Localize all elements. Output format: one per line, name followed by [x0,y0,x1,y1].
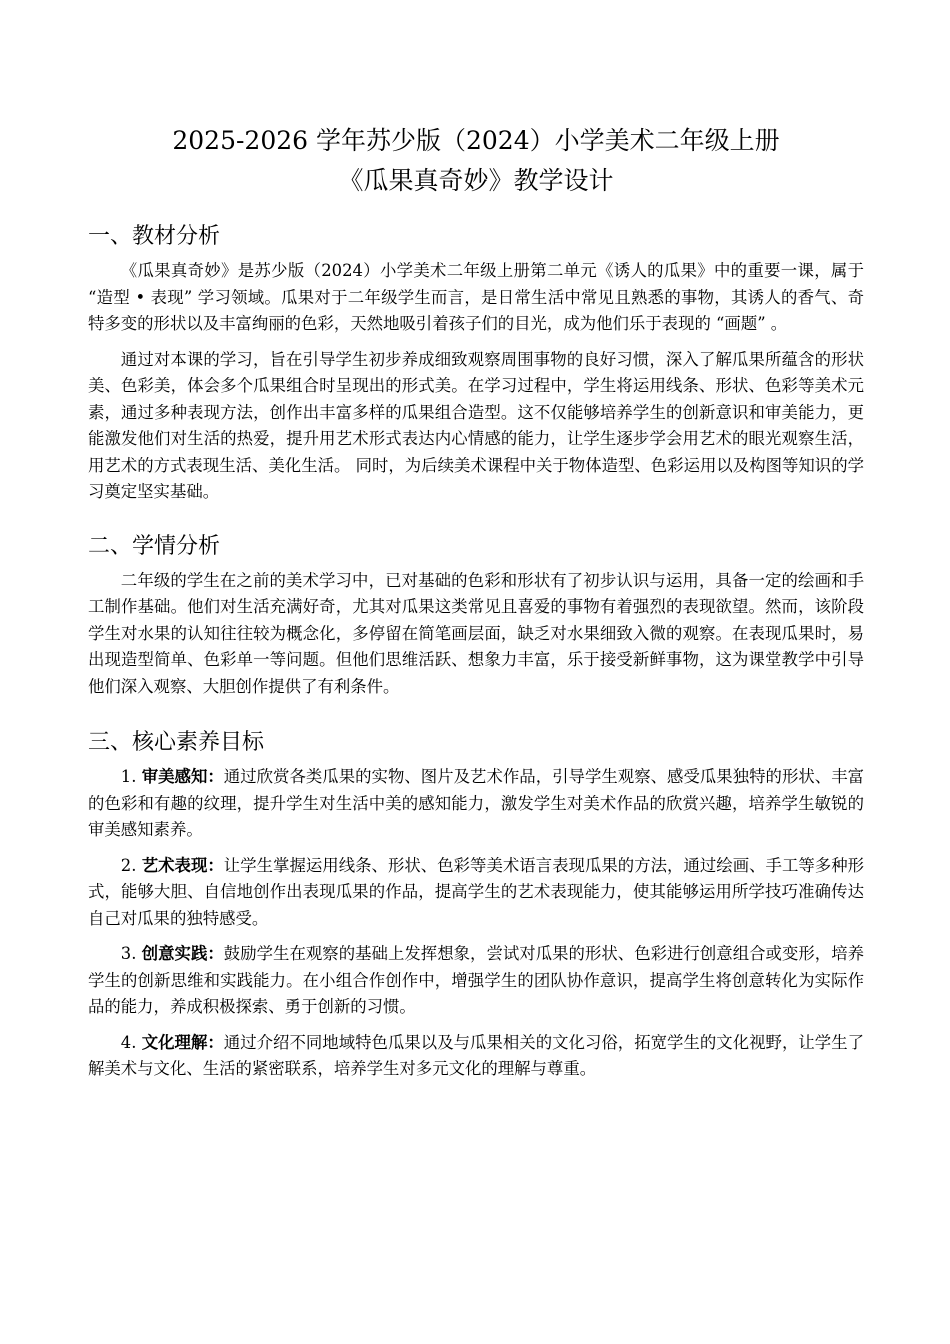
goal-label: 审美感知： [141,767,224,786]
goal-number: 1. [120,767,137,786]
goal-number: 4. [120,1032,137,1052]
goal-label: 艺术表现： [141,855,224,875]
section-body-core-goals [88,764,864,1083]
goal-label: 创意实践： [141,944,224,963]
goal-text: 通过介绍不同地域特色瓜果以及与瓜果相关的文化习俗，拓宽学生的文化视野，让学生了解美术与文化、生活的紧密联系，培养学生对多元文化的理解与尊重。 [88,1032,865,1078]
goal-item [88,764,864,844]
paragraph: 二年级的学生在之前的美术学习中，已对基础的色彩和形状有了初步认识与运用，具备一定的绘画和手工制作基础。他们对生活充满好奇，尤其对瓜果这类常见且喜爱的事物有着强烈的表现欲望。然而，该阶段学生对水果的认知往往较为概念化，多停留在简笔画层面，缺乏对水果细致入微的观察。在表现瓜果时，易出现造型简单、色彩单一等问题。但他们思维活跃、想象力丰富，乐于接受新鲜事物，这为课堂教学中引导他们深入观察、大胆创作提供了有利条件。 [88,570,864,696]
document-title [88,124,864,198]
paragraph: 通过对本课的学习，旨在引导学生初步养成细致观察周围事物的良好习惯，深入了解瓜果所蕴含的形状美、色彩美，体会多个瓜果组合时呈现出的形式美。在学习过程中，学生将运用线条、形状、色彩等美术元素，通过多种表现方法，创作出丰富多样的瓜果组合造型。这不仅能够培养学生的创新意识和审美能力，更能激发他们对生活的热爱，提升用艺术形式表达内心情感的能力，让学生逐步学会用艺术的眼光观察生活，用艺术的方式表现生活、美化生活。 同时，为后续美术课程中关于物体造型、色彩运用以及构图等知识的学习奠定坚实基础。 [88,349,864,501]
title-line-1: 2025-2026 学年苏少版（2024）小学美术二年级上册 [172,126,780,155]
title-line-2: 《瓜果真奇妙》教学设计 [338,166,614,195]
paragraph: 《瓜果真奇妙》是苏少版（2024）小学美术二年级上册第二单元《诱人的瓜果》中的重要一课，属于 “造型 • 表现” 学习领域。瓜果对于二年级学生而言，是日常生活中常见且熟悉的事物，其诱人的香气、奇特多变的形状以及丰富绚丽的色彩，天然地吸引着孩子们的目光，成为他们乐于表现的 “画题” 。 [88,261,864,333]
goal-text: 让学生掌握运用线条、形状、色彩等美术语言表现瓜果的方法，通过绘画、手工等多种形式，能够大胆、自信地创作出表现瓜果的作品，提高学生的艺术表现能力，使其能够运用所学技巧准确传达自己对瓜果的独特感受。 [88,855,865,928]
goal-item [88,941,864,1021]
section-heading-core-goals: 三、核心素养目标 [88,730,265,755]
goal-text: 通过欣赏各类瓜果的实物、图片及艺术作品，引导学生观察、感受瓜果独特的形状、丰富的色彩和有趣的纹理，提升学生对生活中美的感知能力，激发学生对美术作品的欣赏兴趣，培养学生敏锐的审美感知素养。 [88,767,865,839]
goal-label: 文化理解： [141,1032,224,1052]
goal-item [88,1030,864,1083]
section-heading-student-analysis: 二、学情分析 [88,533,221,559]
goal-number: 2. [120,855,137,875]
goal-item [88,853,864,933]
section-heading-textbook-analysis: 一、教材分析 [88,224,221,249]
section-body-student-analysis [88,568,864,701]
goal-text: 鼓励学生在观察的基础上发挥想象，尝试对瓜果的形状、色彩进行创意组合或变形，培养学生的创新思维和实践能力。在小组合作创作中，增强学生的团队协作意识，提高学生将创意转化为实际作品的能力，养成积极探索、勇于创新的习惯。 [88,944,865,1016]
goal-number: 3. [120,944,137,963]
section-body-textbook-analysis [88,258,864,506]
document-page [88,124,864,1083]
